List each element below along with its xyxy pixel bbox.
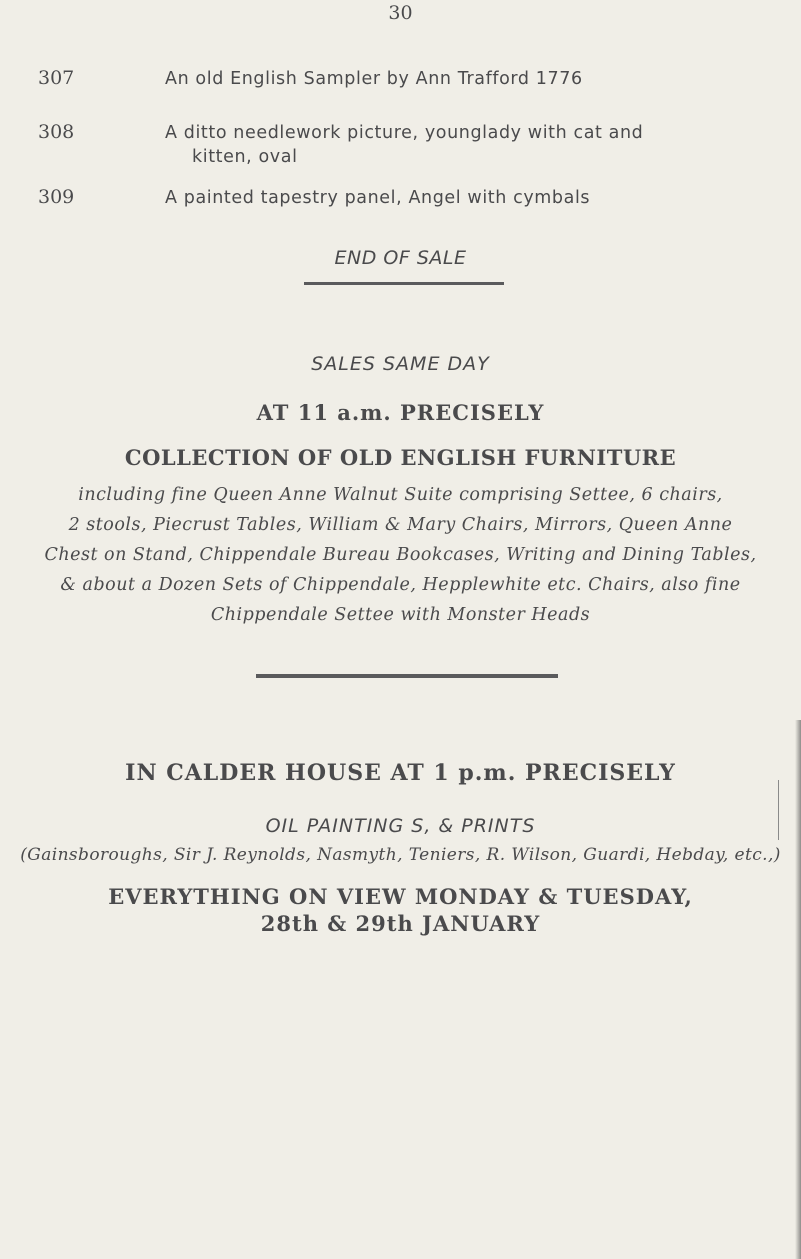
lot-description-line: An old English Sampler by Ann Trafford 1776	[165, 69, 583, 89]
divider	[304, 282, 504, 285]
lot-description	[165, 186, 765, 210]
viewing-line: 28th & 29th JANUARY	[260, 911, 541, 936]
collection-heading: COLLECTION OF OLD ENGLISH FURNITURE	[124, 445, 677, 470]
lot-description	[165, 121, 765, 169]
lot-description	[165, 67, 765, 91]
viewing-notice	[0, 883, 801, 937]
painters-list: (Gainsboroughs, Sir J. Reynolds, Nasmyth, Teniers, R. Wilson, Guardi, Hebday, etc.,)	[20, 845, 781, 865]
viewing-line: EVERYTHING ON VIEW MONDAY & TUESDAY,	[108, 884, 693, 909]
collection-description	[0, 480, 801, 630]
collection-line: 2 stools, Piecrust Tables, William & Mary Chairs, Mirrors, Queen Anne	[68, 515, 733, 535]
page-number: 30	[388, 2, 413, 24]
sales-same-day-heading: SALES SAME DAY	[311, 353, 490, 375]
lot-number: 308	[38, 121, 75, 143]
lot-number: 307	[38, 67, 75, 89]
end-of-sale-heading: END OF SALE	[334, 247, 467, 269]
collection-line: Chest on Stand, Chippendale Bureau Bookcases, Writing and Dining Tables,	[44, 545, 757, 565]
divider	[256, 674, 558, 678]
calder-house-heading: IN CALDER HOUSE AT 1 p.m. PRECISELY	[125, 760, 676, 786]
lot-description-line: A painted tapestry panel, Angel with cymbals	[165, 188, 591, 208]
lot-number: 309	[38, 186, 75, 208]
morning-time-heading: AT 11 a.m. PRECISELY	[256, 400, 545, 425]
page-edge-shadow	[795, 720, 801, 1259]
lot-description-line: A ditto needlework picture, younglady with cat and	[165, 123, 644, 143]
oil-paintings-heading: OIL PAINTING S, & PRINTS	[265, 815, 536, 837]
lot-description-line: kitten, oval	[192, 147, 298, 167]
collection-line: including fine Queen Anne Walnut Suite comprising Settee, 6 chairs,	[78, 485, 723, 505]
collection-line: Chippendale Settee with Monster Heads	[210, 605, 591, 625]
page-edge-mark	[778, 780, 779, 840]
collection-line: & about a Dozen Sets of Chippendale, Hepplewhite etc. Chairs, also fine	[60, 575, 741, 595]
